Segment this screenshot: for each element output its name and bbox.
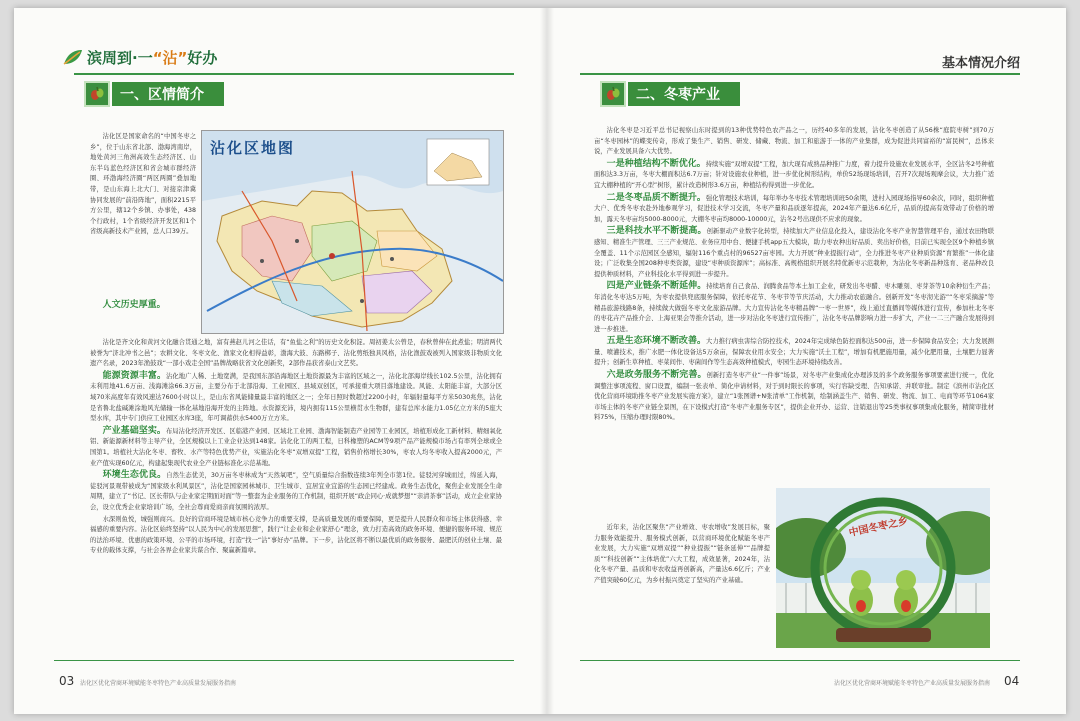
brand-prefix: 滨周到·一 [87,48,153,67]
section-title: 二、冬枣产业 [628,82,740,106]
highlight-chain: 四是产业链条不断延伸。 [606,281,707,292]
header-rule-left [74,73,514,75]
paragraph-technology: 创新驱动产业数字化转型，持续加大产业信息化投入，建设沾化冬枣产业智慧管理平台，通过农田物联感知、精准生产管理、三三产业规范、业务应用中台、便捷手机app五大模块，助力枣农种出好品质、卖出好价格，目前已实现全区9个种植乡镇全覆盖、11个示范园区全感知，辐射116个重点村的96527亩枣园。大力开展“种业提振行动”，全力推进冬枣产业种质资源“育繁推”一体化建设；广泛收集全国208种枣类资源，建设“枣种质资源库”；高标准、高规格组织开展名特优新枣示范栽种，为沾化冬枣新品种选育、老品种改良提供种质材料，产业科技化水平得到进一步提升。 [594,228,994,278]
jujube-sculpture-photo [776,488,990,648]
highlight-government: 六是政务服务不断完善。 [606,370,707,381]
paragraph-ecology: 大力推行病虫害综合防控技术，2024年完成绿色防控面积达500亩，进一步保障食品安全；大力发展测量、喷灌技术，推广水肥一体化设备达5万余亩，保障农业用水安全；大力实施“沃土工程”，增加有机肥施用量，减少化肥用量，土壤肥力显著提升；创新生草种植、枣菜间作、枣菌间作等生态高效种植模式，枣园生态环境持续改善。 [594,338,994,367]
leaf-logo-icon [62,48,84,66]
section-heading-left [84,81,224,107]
footer-text-left: 沾化区优化营商环境赋能冬枣特色产业高质量发展服务指南 [80,680,237,687]
highlight-quality: 二是冬枣品质不断提升。 [606,192,706,203]
brand-accent: “沾” [152,48,188,67]
page-number-left: 03 [59,674,75,688]
right-body [594,126,994,425]
footer-text-right: 沾化区优化营商环境赋能冬枣特色产业高质量发展服务指南 [834,680,991,687]
section-heading-right [600,81,740,107]
brochure-spread [14,8,1066,714]
jujube-icon [600,81,626,107]
intro-paragraph: 沾化区是国家命名的“中国冬枣之乡”，位于山东省北部、渤海湾南岸，地处黄河三角洲高效生态经济区、山东半岛蓝色经济区和省会城市群经济圈、环渤海经济圈“两区两圈”叠加地带，是山东海上北大门、对接京津冀协同发展的“前沿阵地”，面积2215平方公里，辖12个乡镇、办事处，438个行政村，1个省级经济开发区和1个省级高新技术产业园，总人口39万。 [90,133,196,236]
highlight-industry: 产业基础坚实。 [102,425,166,436]
paragraph-closing: 近年来，沾化区聚焦“产业增效、枣农增收”发展目标，聚力服务效能提升、服务模式创新，以营商环境优化赋能冬枣产业发展，大力实施“双增双提”“种业提振”“链条延伸”“品牌提质”“科技创新”“主体培优”六大工程，成效显著，2024年，沾化冬枣产量、品质和枣农收益再创新高，产量达6.6亿斤；产业产值突破60亿元，为乡村振兴奠定了坚实的产业基础。 [594,524,770,584]
paragraph-industry: 布局沾化经济开发区、区临港产业园、区域北工业园、渤海智能制造产业园等工业园区，培植形成化工新材料、精细氧化铝、新能源新材料等主导产业，全区规模以上工业企业达到148家。沾化化工的两工程，日科橡塑的ACM等9项产品产能规模市场占有率列全球或全国第1。培植社大沾化冬枣、畜牧、水产等特色优势产业，实施沾化冬枣“双增双提”工程，销售价格增长30%，枣农人均冬枣收入提高2000元，产业产值实现60亿元，构建起集现代农业全产业链标准化示范基地。 [90,427,502,467]
header-title: 基本情况介绍 [941,56,1020,71]
highlight-resources: 能源资源丰富。 [102,370,167,381]
paragraph-planting: 持续实施“双增双提”工程，加大现有成熟品种推广力度，着力提升设施农业发展水平，全区沾冬2号种植面积达3.3万亩，冬枣大棚面积达6.7万亩；针对设施农业种植，进一步优化树形结构，单价52场现场培训，召开7次现场观摩会议，大力推广适宜大棚种植的“开心型”树形，累计改造树形3.6万亩，种植结构得到进一步优化。 [594,160,994,189]
paragraph-intro: 沾化冬枣是习近平总书记视察山东时提到的13种优势特色农产品之一，历经40多年的发展，沾化冬枣创造了从56株“庭院枣树”到70万亩“冬枣园林”的蝶变传奇，形成了集生产、销售、研发、储藏、物流、加工和旅游于一体的产业集群，成为促进共同富裕的“富民树”，总体来说，产业发展具备六大优势。 [594,127,994,156]
page-number-right: 04 [1004,674,1020,688]
district-map [201,130,504,334]
paragraph-quality: 强化管理技术培训，每年举办冬枣技术管理培训班50余期，进村入园现场指导60余次，同时，组织种植大户、优秀冬枣农赴外地参观学习，促进技术学习交流，冬枣产量和品质逐年提高，2024年产量达6.6亿斤，品质的提高有效带动了价格的增加，露天冬枣亩均5000-8000元，大棚冬枣亩均8000-10000元，沾冬2号出现供不应求的现象。 [594,194,994,223]
footer-rule-left [54,660,514,661]
highlight-ecology: 五是生态环境不断改善。 [606,336,707,347]
highlight-environment: 环境生态优良。 [102,470,167,481]
paragraph-resources: 沾化地广人稀、土地宽满，是我国东部沿海地区土地资源最为丰富的区域之一，沾化北部海岸线长102.5公里，沾化拥有未利用地41.6万亩、浅海滩涂66.3万亩，主要分布于北部沿海、工业园区、县域双创区，可承接重大项目落地建设。风能、太阳能丰富，大部分区域70米高度年有效风速达7600小时以上，是山东省风能储量最丰富的地区之一；全年日照时数超过2200小时，年辐射量每平方米5030兆焦，沾化是省鲁北盐碱滩涂地风光储输一体化基地沿海开发的主阵地。水资源充沛，境内拥有115公里横贯水生物群，建有总库水能力1.05亿立方米的5座大型水库，其中专门供应工业园区水库3座，年可调蓄供水5400万立方米。 [90,372,502,423]
right-closing-column [594,523,770,588]
paragraph-culture: 沾化是齐文化和黄河文化融合贯通之地，富有燕赵儿河之佳话，有“鱼盐之利”的历史文化积淀。周初姜太公曾是，春秋曾伸在此煮盐；明清两代被誉为“济北冲书之邑”；农耕文化、冬枣文化、渔家文化相得益彰，渤海大鼓、东路梆子、沾化剪纸独具风格，沾化渔鼓戏被列入国家级非物质文化遗产名录，2023年渔鼓戏“一部小戏走全国”品牌战略获省文化创新奖，2部作品获省泰山文艺奖。 [90,339,502,368]
intro-column [90,132,196,239]
footer-rule-right [580,660,1020,661]
map-graphic [202,131,503,333]
highlight-technology: 三是科技水平不断提高。 [606,226,707,237]
brand-suffix: 好办 [187,48,218,67]
map-title: 沾化区地图 [210,139,296,157]
left-body [90,338,502,558]
photo-sign: 中国冬枣之乡 [847,515,909,540]
header-rule-right [580,73,1020,75]
paragraph-government: 创新打造冬枣产业“一件事”场景，对冬枣产业集成化办理涉及的多个政务服务事项要素进行统一，优化调整注事项流程、窗口设置，编制一张表单、简化申请材料，对于到时限长的事项，实行容缺受理、告知承诺、并联审批。制定《滨州市沾化区优化营商环境助推冬枣产业发展实施方案》，建立“1张图谱+N张清单”工作机制，绘制涵盖生产、销售、研发、物流、加工、电商等环节1064家市场主体的冬枣产业链全景图，在下设模式打造“冬枣产业服务专区”，提供企业开办、运营、注销退出等25类事权事项集成化服务，精简审批材料75%，压缩办理时限80%。 [594,372,994,422]
photo-graphic [776,488,990,648]
brand-logo [62,46,217,68]
section-title: 一、区情简介 [112,82,224,106]
culture-column [90,300,196,313]
page-spine [540,8,554,714]
paragraph-environment: 自然生态优美，30万亩冬枣林成为“天然氧吧”，空气质量综合指数连续3年列全市第1位。徒驳河穿城而过，绵延入海，徒驳河景观带被成为“国家级水利风景区”，沾化是国家园林城市、卫生城市、宜居宜业宜游的生态园已经建成。政务生态优化，聚焦企业发展全生命周期，建立了“书记、区长带队与企业家定期面对面”等一整套为企业服务的工作机制，组织开展“政企同心·成就梦想”“亲清茶事”活动，成立企业家协会，设立优秀企业家培训广场，全社会尊商爱商亲商氛围的浓厚。 [90,472,502,511]
jujube-icon [84,81,110,107]
highlight-planting: 一是种植结构不断优化。 [606,158,706,169]
paragraph-closing: 水深则鱼悦，城强则商兴。良好的营商环境是城市核心竞争力的重要支撑，是高质量发展的重要保障，更是提升人民群众和市场主体获得感、幸福感的重要内容。沾化区始终坚持“以人民为中心的发展思想”，践行“让企业和企业家舒心”理念，致力打造高效的政务环境、便捷的服务环境、规范的法治环境、优惠的政策环境、公平的市场环境，打造“找一“沾”事好办”品牌。下一步，沾化区将不断以最优质的政务服务、最肥沃的创业土壤、最专业的载体支撑，与社会各界企业家共谋合作、聚赢新篇章。 [90,515,502,555]
paragraph-chain: 持续培育自己食品、润腾食品等本土加工企业，研发出冬枣醋、枣木雕刻、枣芽茶等10余种衍生产品；年消化冬枣达5万吨，为枣农提供兜底服务保障，依托枣花节、冬枣节等节庆活动，大力推动农旅融合。创新开发“冬枣沏光游”“冬枣采摘游”等精品旅游线路8条，持续做大做强冬枣文化旅游品牌。大力宣传沾化冬枣精品牌“一枣一世界”，线上通过直播间等媒体进行宣传，参加杜北冬枣的枣花卉产品推介会、上海亚果会等推介活动，进一步对沾化冬枣进行宣传推广，沾化冬枣品牌影响力进一步扩大，产业一二三产融合发展得到进一步推进。 [594,283,994,333]
highlight-culture: 人文历史厚重。 [102,300,166,310]
